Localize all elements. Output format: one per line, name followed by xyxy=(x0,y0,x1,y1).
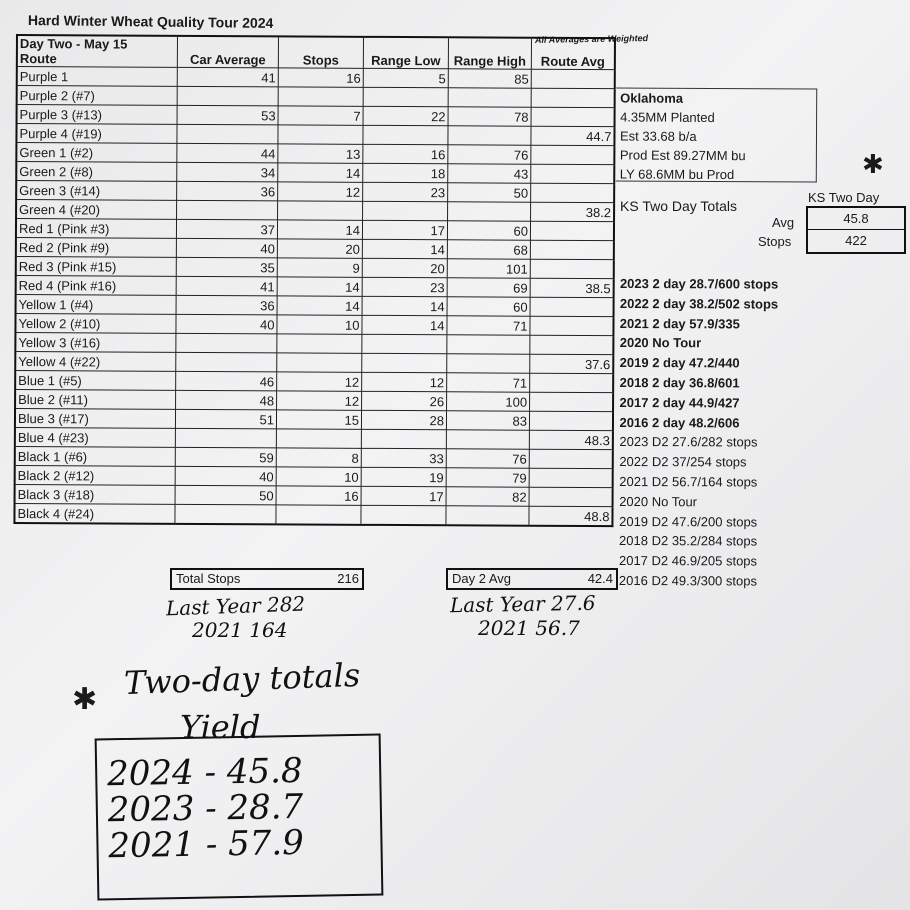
history-item: 2018 D2 35.2/284 stops xyxy=(619,533,758,549)
route-avg-header: Route Avg xyxy=(531,38,615,70)
car-average-cell: 40 xyxy=(176,314,277,334)
history-item: 2021 2 day 57.9/335 xyxy=(619,315,740,332)
route-cell: Black 3 (#18) xyxy=(15,484,176,504)
route-avg-cell xyxy=(530,259,614,278)
range-low-cell: 28 xyxy=(361,410,446,429)
route-avg-cell xyxy=(530,392,614,411)
handwritten-two-day-totals: Two-day totals xyxy=(123,655,361,703)
history-item: 2016 2 day 48.2/606 xyxy=(619,414,740,430)
car-average-cell xyxy=(175,504,276,524)
route-avg-cell: 38.5 xyxy=(530,278,614,297)
oklahoma-prod-est: Prod Est 89.27MM bu xyxy=(619,147,746,164)
car-average-cell: 44 xyxy=(177,143,278,163)
route-cell: Black 4 (#24) xyxy=(14,503,175,523)
car-average-cell: 50 xyxy=(175,485,276,505)
day2-avg-label: Day 2 Avg xyxy=(452,571,512,586)
history-item: 2021 D2 56.7/164 stops xyxy=(619,473,758,490)
stops-cell xyxy=(278,87,363,106)
route-cell: Green 2 (#8) xyxy=(16,162,177,182)
route-cell: Blue 3 (#17) xyxy=(15,409,176,429)
history-item: 2023 D2 27.6/282 stops xyxy=(619,434,758,450)
route-cell: Blue 4 (#23) xyxy=(15,427,176,447)
ks-two-day-header: KS Two Day xyxy=(808,190,880,205)
range-high-cell xyxy=(448,88,531,107)
route-cell: Red 3 (Pink #15) xyxy=(16,257,177,277)
car-average-header: Car Average xyxy=(177,36,278,68)
total-stops-label: Total Stops xyxy=(176,571,241,586)
stops-cell: 14 xyxy=(278,163,363,182)
asterisk-icon: ✱ xyxy=(72,682,98,717)
stops-cell: 20 xyxy=(277,239,362,258)
range-high-cell: 100 xyxy=(447,392,530,411)
route-header-label: Route xyxy=(19,51,57,67)
range-low-cell: 19 xyxy=(361,467,446,486)
stops-cell: 7 xyxy=(278,106,363,125)
range-high-cell: 60 xyxy=(447,297,530,316)
ks-two-day-totals-label: KS Two Day Totals xyxy=(620,198,737,214)
range-high-cell: 79 xyxy=(446,468,529,487)
range-high-cell xyxy=(446,430,529,449)
car-average-cell: 59 xyxy=(175,447,276,467)
handwritten-yield-box xyxy=(95,734,384,901)
range-low-cell: 17 xyxy=(362,220,447,239)
range-low-cell: 22 xyxy=(363,106,448,125)
range-low-cell xyxy=(362,353,447,372)
range-low-cell: 12 xyxy=(362,372,447,391)
route-avg-cell xyxy=(529,449,613,468)
car-average-cell: 34 xyxy=(177,162,278,182)
oklahoma-planted: 4.35MM Planted xyxy=(620,109,715,125)
car-average-cell: 40 xyxy=(175,466,276,486)
route-avg-cell: 48.8 xyxy=(529,506,613,526)
route-cell: Black 1 (#6) xyxy=(15,446,176,466)
ks-avg-value: 45.8 xyxy=(808,208,904,230)
handwritten-yield-2021: 2021 - 57.9 xyxy=(108,822,305,867)
route-cell: Red 4 (Pink #16) xyxy=(16,276,177,296)
stops-cell xyxy=(277,334,362,353)
route-cell: Yellow 2 (#10) xyxy=(15,314,176,334)
route-avg-cell xyxy=(530,373,614,392)
range-low-cell: 33 xyxy=(361,448,446,467)
range-high-cell: 83 xyxy=(446,411,529,430)
total-stops-value: 216 xyxy=(337,571,359,586)
history-item: 2016 D2 49.3/300 stops xyxy=(618,572,758,589)
car-average-cell: 46 xyxy=(176,371,277,391)
route-cell: Red 1 (Pink #3) xyxy=(16,219,177,239)
range-low-cell xyxy=(361,429,446,448)
range-high-cell: 60 xyxy=(447,221,530,240)
route-cell: Blue 1 (#5) xyxy=(15,371,176,391)
range-high-header: Range High xyxy=(448,37,531,69)
oklahoma-box xyxy=(616,87,817,182)
car-average-cell xyxy=(175,428,276,448)
oklahoma-est: Est 33.68 b/a xyxy=(619,128,697,144)
stops-cell xyxy=(276,505,361,525)
day2-avg-box xyxy=(446,568,618,590)
car-average-cell: 36 xyxy=(176,295,277,315)
stops-cell xyxy=(276,429,361,448)
day-two-table xyxy=(13,34,616,527)
route-cell: Purple 1 xyxy=(17,67,178,87)
handwritten-2021-stops: 2021 164 xyxy=(192,618,288,642)
route-avg-cell: 37.6 xyxy=(530,354,614,373)
handwritten-last-year-stops: Last Year 282 xyxy=(165,591,306,621)
handwritten-yield-2024: 2024 - 45.8 xyxy=(106,750,303,795)
range-high-cell xyxy=(448,202,531,221)
table-row xyxy=(14,503,612,526)
car-average-cell: 48 xyxy=(176,390,277,410)
stops-cell xyxy=(277,353,362,372)
range-high-cell: 69 xyxy=(447,278,530,297)
stops-cell: 16 xyxy=(276,486,361,505)
stops-cell: 12 xyxy=(278,182,363,201)
day2-avg-value: 42.4 xyxy=(587,571,613,586)
route-avg-cell: 48.3 xyxy=(529,430,613,449)
range-low-cell: 23 xyxy=(363,182,448,201)
range-low-cell: 17 xyxy=(361,486,446,505)
history-item: 2019 2 day 47.2/440 xyxy=(619,355,740,371)
car-average-cell: 53 xyxy=(177,105,278,125)
stops-cell: 12 xyxy=(277,391,362,410)
history-item: 2023 2 day 28.7/600 stops xyxy=(619,276,779,292)
ks-stops-label: Stops xyxy=(758,234,792,249)
car-average-cell xyxy=(177,200,278,220)
route-cell: Green 1 (#2) xyxy=(16,143,177,163)
range-low-cell xyxy=(363,87,448,106)
table-header-row xyxy=(17,35,615,70)
range-low-header: Range Low xyxy=(363,37,448,69)
route-avg-cell xyxy=(530,221,614,240)
route-cell: Blue 2 (#11) xyxy=(15,390,176,410)
stops-cell: 16 xyxy=(278,68,363,87)
history-item: 2020 No Tour xyxy=(619,335,702,351)
route-avg-cell xyxy=(529,487,613,506)
route-avg-cell: 38.2 xyxy=(531,202,615,221)
car-average-cell: 35 xyxy=(176,257,277,277)
route-avg-cell xyxy=(531,107,615,126)
car-average-cell: 37 xyxy=(176,219,277,239)
stops-cell xyxy=(278,201,363,220)
route-cell: Purple 2 (#7) xyxy=(17,86,178,106)
handwritten-yield-2023: 2023 - 28.7 xyxy=(107,786,304,831)
oklahoma-last-year: LY 68.6MM bu Prod xyxy=(619,166,735,183)
stops-cell: 14 xyxy=(277,220,362,239)
route-avg-cell xyxy=(530,335,614,354)
range-high-cell: 76 xyxy=(448,145,531,164)
route-cell: Yellow 1 (#4) xyxy=(16,295,177,315)
table-body xyxy=(14,67,614,527)
range-high-cell: 43 xyxy=(448,164,531,183)
history-item: 2018 2 day 36.8/601 xyxy=(619,374,740,391)
document-title: Hard Winter Wheat Quality Tour 2024 xyxy=(27,12,274,31)
route-avg-cell xyxy=(531,145,615,164)
route-header xyxy=(17,35,178,67)
day-label: Day Two - May 15 xyxy=(19,36,128,52)
range-high-cell xyxy=(447,335,530,354)
route-avg-cell xyxy=(529,411,613,430)
ks-stops-value: 422 xyxy=(845,233,867,248)
range-low-cell xyxy=(361,505,446,525)
averages-note: All Averages are Weighted xyxy=(534,33,649,45)
car-average-cell xyxy=(177,124,278,144)
range-low-cell xyxy=(363,125,448,144)
ks-two-day-box xyxy=(806,206,906,254)
range-high-cell: 71 xyxy=(447,373,530,392)
range-high-cell xyxy=(448,126,531,145)
car-average-cell xyxy=(176,352,277,372)
stops-cell: 9 xyxy=(277,258,362,277)
history-item: 2020 No Tour xyxy=(619,493,698,510)
stops-cell xyxy=(278,125,363,144)
handwritten-yield: Yield xyxy=(180,708,261,746)
route-avg-cell xyxy=(531,183,615,202)
route-avg-cell xyxy=(531,88,615,107)
history-item: 2017 2 day 44.9/427 xyxy=(619,394,740,411)
range-low-cell: 14 xyxy=(362,239,447,258)
route-cell: Purple 3 (#13) xyxy=(17,105,178,125)
car-average-cell: 41 xyxy=(177,67,278,87)
history-item: 2019 D2 47.6/200 stops xyxy=(619,513,758,530)
route-cell: Green 3 (#14) xyxy=(16,181,177,201)
route-cell: Yellow 3 (#16) xyxy=(15,333,176,353)
stops-cell: 10 xyxy=(276,467,361,486)
route-avg-cell xyxy=(530,316,614,335)
history-list xyxy=(619,274,778,591)
range-high-cell: 71 xyxy=(447,316,530,335)
handwritten-2021-avg: 2021 56.7 xyxy=(478,616,580,640)
route-cell: Red 2 (Pink #9) xyxy=(16,238,177,258)
history-item: 2022 2 day 38.2/502 stops xyxy=(619,295,779,312)
range-low-cell: 23 xyxy=(362,277,447,296)
range-high-cell: 68 xyxy=(447,240,530,259)
car-average-cell: 51 xyxy=(175,409,276,429)
route-cell: Purple 4 (#19) xyxy=(16,124,177,144)
history-item: 2017 D2 46.9/205 stops xyxy=(618,553,758,569)
oklahoma-title: Oklahoma xyxy=(620,90,684,106)
route-avg-cell: 44.7 xyxy=(531,126,615,145)
stops-cell: 14 xyxy=(277,296,362,315)
car-average-cell xyxy=(177,86,278,106)
range-high-cell: 85 xyxy=(448,69,531,88)
range-low-cell: 26 xyxy=(362,391,447,410)
total-stops-box xyxy=(170,568,364,590)
route-cell: Green 4 (#20) xyxy=(16,200,177,220)
car-average-cell: 41 xyxy=(176,276,277,296)
range-low-cell: 16 xyxy=(363,144,448,163)
range-low-cell: 14 xyxy=(362,296,447,315)
range-high-cell: 101 xyxy=(447,259,530,278)
car-average-cell: 40 xyxy=(176,238,277,258)
range-high-cell: 50 xyxy=(448,183,531,202)
route-avg-cell xyxy=(530,240,614,259)
range-high-cell: 76 xyxy=(446,449,529,468)
route-cell: Yellow 4 (#22) xyxy=(15,352,176,372)
range-low-cell xyxy=(362,334,447,353)
stops-cell: 15 xyxy=(276,410,361,429)
asterisk-icon: ✱ xyxy=(862,150,884,180)
stops-cell: 13 xyxy=(278,144,363,163)
route-avg-cell xyxy=(530,297,614,316)
range-high-cell xyxy=(446,506,529,526)
route-cell: Black 2 (#12) xyxy=(15,465,176,485)
range-high-cell: 78 xyxy=(448,107,531,126)
stops-cell: 8 xyxy=(276,448,361,467)
stops-header: Stops xyxy=(278,36,363,68)
ks-avg-label: Avg xyxy=(772,215,795,230)
car-average-cell xyxy=(176,333,277,353)
range-low-cell: 5 xyxy=(363,68,448,87)
route-avg-cell xyxy=(529,468,613,487)
range-low-cell: 18 xyxy=(363,163,448,182)
range-low-cell: 14 xyxy=(362,315,447,334)
range-low-cell: 20 xyxy=(362,258,447,277)
stops-cell: 14 xyxy=(277,277,362,296)
range-low-cell xyxy=(363,201,448,220)
stops-cell: 12 xyxy=(277,372,362,391)
car-average-cell: 36 xyxy=(177,181,278,201)
history-item: 2022 D2 37/254 stops xyxy=(619,454,747,470)
route-avg-cell xyxy=(531,164,615,183)
handwritten-last-year-avg: Last Year 27.6 xyxy=(449,590,596,618)
range-high-cell xyxy=(447,354,530,373)
range-high-cell: 82 xyxy=(446,487,529,506)
route-avg-cell xyxy=(531,69,615,88)
stops-cell: 10 xyxy=(277,315,362,334)
